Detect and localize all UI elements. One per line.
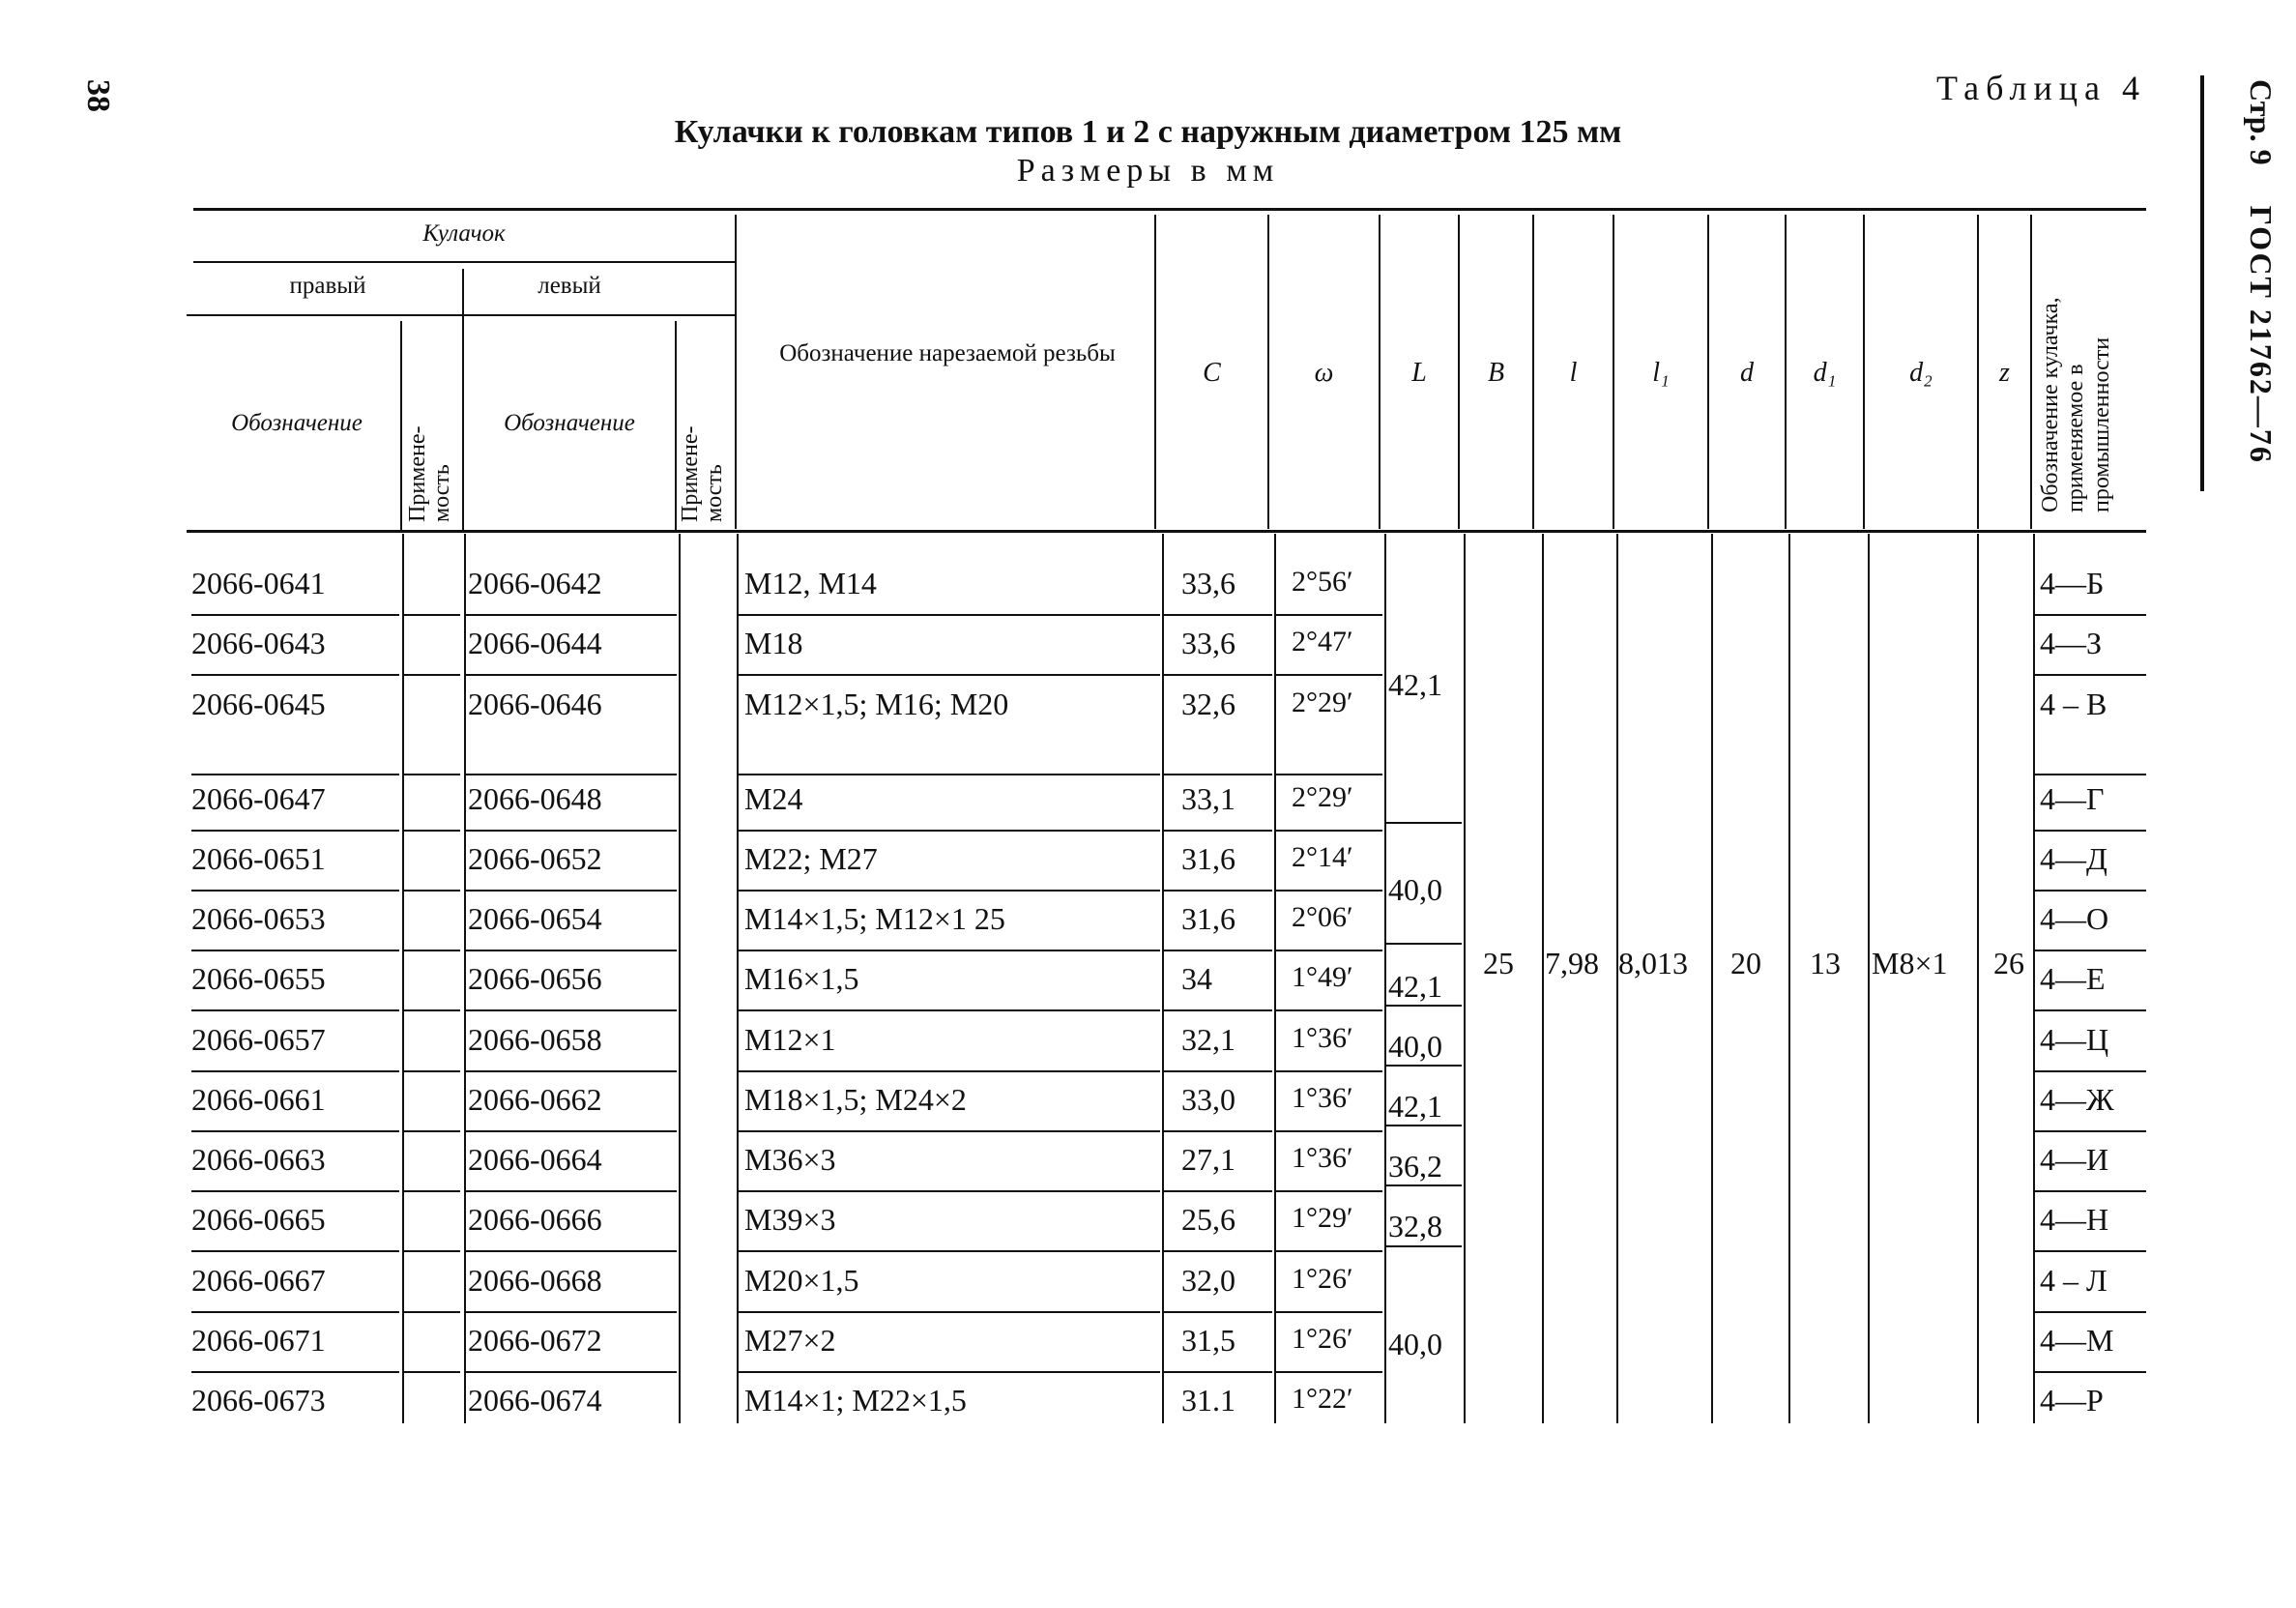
row-rule: [466, 614, 677, 616]
row-rule: [2035, 1311, 2146, 1313]
row-rule: [404, 950, 460, 951]
cell-C: 32,1: [1181, 1022, 1235, 1057]
cell-C: 31,6: [1181, 841, 1235, 876]
header-industry: Обозначение кулачка, применяемое в промышленности: [2038, 297, 2114, 512]
cell-thread: М16×1,5: [744, 961, 859, 996]
B-value: 25: [1483, 946, 1514, 980]
cell-C: 33,0: [1181, 1082, 1235, 1117]
header-pravyi: правый: [289, 273, 366, 299]
row-rule: [2035, 950, 2146, 951]
header-C: C: [1203, 358, 1221, 388]
row-rule: [739, 890, 1160, 892]
cell-ind: 4—Г: [2040, 781, 2105, 816]
cell-left: 2066-0658: [468, 1022, 602, 1057]
header-levyi: левый: [538, 273, 601, 299]
row-rule: [466, 1250, 677, 1252]
row-rule: [1276, 890, 1382, 892]
L-value: 42,1: [1388, 969, 1442, 1004]
cell-omega: 1°26′: [1292, 1323, 1353, 1355]
cell-thread: М12×1: [744, 1022, 836, 1057]
cell-ind: 4—Н: [2040, 1202, 2109, 1237]
L-rule: [1386, 1125, 1462, 1126]
cell-thread: М22; М27: [744, 841, 878, 876]
header-d2: d₂: [1909, 358, 1933, 388]
cell-omega: 2°56′: [1292, 566, 1353, 598]
l1-value: 8,013: [1618, 946, 1688, 980]
header-l: l: [1569, 358, 1578, 388]
cell-left: 2066-0674: [468, 1383, 602, 1418]
header-divider: [462, 269, 464, 530]
cell-left: 2066-0672: [468, 1323, 602, 1358]
cell-C: 33,6: [1181, 626, 1235, 660]
cell-ind: 4—З: [2040, 626, 2103, 660]
cell-right: 2066-0667: [191, 1263, 326, 1298]
row-rule: [2035, 774, 2146, 775]
row-rule: [1164, 1130, 1272, 1132]
L-rule: [1386, 822, 1462, 824]
cell-omega: 1°49′: [1292, 961, 1353, 993]
L-value: 36,2: [1388, 1149, 1442, 1184]
body-divider: [1384, 534, 1386, 1423]
row-rule: [1164, 1190, 1272, 1192]
cell-thread: М20×1,5: [744, 1263, 859, 1298]
row-rule: [1164, 1070, 1272, 1072]
row-rule: [739, 774, 1160, 775]
row-rule: [2035, 1130, 2146, 1132]
cell-ind: 4—М: [2040, 1323, 2114, 1358]
cell-right: 2066-0645: [191, 687, 326, 721]
row-rule: [191, 1190, 399, 1192]
row-rule: [2035, 890, 2146, 892]
cell-left: 2066-0646: [468, 687, 602, 721]
row-rule: [191, 890, 399, 892]
row-rule: [2035, 1190, 2146, 1192]
cell-C: 31,6: [1181, 901, 1235, 936]
body-divider: [737, 534, 739, 1423]
cell-right: 2066-0661: [191, 1082, 326, 1117]
cell-omega: 1°36′: [1292, 1082, 1353, 1114]
row-rule: [1164, 950, 1272, 951]
cell-left: 2066-0644: [468, 626, 602, 660]
cell-thread: М18: [744, 626, 803, 660]
row-rule: [404, 830, 460, 832]
row-rule: [191, 1371, 399, 1373]
row-rule: [404, 774, 460, 775]
side-stamp: [2243, 79, 2279, 464]
page-number: 38: [80, 79, 116, 112]
row-rule: [2035, 1371, 2146, 1373]
cell-left: 2066-0656: [468, 961, 602, 996]
row-rule: [1276, 1371, 1382, 1373]
row-rule: [466, 674, 677, 676]
cell-omega: 1°36′: [1292, 1142, 1353, 1174]
cell-left: 2066-0666: [468, 1202, 602, 1237]
cell-thread: М14×1; М22×1,5: [744, 1383, 967, 1418]
cell-C: 32,0: [1181, 1263, 1235, 1298]
row-rule: [466, 774, 677, 775]
row-rule: [1164, 1311, 1272, 1313]
header-l1: l₁: [1652, 358, 1670, 388]
cell-C: 27,1: [1181, 1142, 1235, 1177]
header-omega: ω: [1314, 358, 1334, 388]
row-rule: [466, 1130, 677, 1132]
header-z: z: [1999, 358, 2010, 388]
row-rule: [191, 1250, 399, 1252]
row-rule: [1164, 614, 1272, 616]
row-rule: [404, 1009, 460, 1011]
cell-omega: 2°29′: [1292, 781, 1353, 813]
row-rule: [2035, 614, 2146, 616]
cell-ind: 4—Р: [2040, 1383, 2104, 1418]
cell-omega: 1°29′: [1292, 1202, 1353, 1234]
cell-right: 2066-0647: [191, 781, 326, 816]
row-rule: [739, 674, 1160, 676]
header-primenyaemost-left: Примене- мость: [678, 425, 728, 522]
row-rule: [466, 1311, 677, 1313]
cell-right: 2066-0653: [191, 901, 326, 936]
cell-thread: М39×3: [744, 1202, 836, 1237]
cell-ind: 4—И: [2040, 1142, 2109, 1177]
cell-left: 2066-0654: [468, 901, 602, 936]
cell-thread: М24: [744, 781, 803, 816]
body-divider: [1162, 534, 1164, 1423]
header-d: d: [1740, 358, 1754, 388]
row-rule: [1164, 830, 1272, 832]
row-rule: [191, 774, 399, 775]
cell-right: 2066-0651: [191, 841, 326, 876]
side-rule: [2200, 75, 2204, 491]
body-divider: [464, 534, 466, 1423]
header-thread: Обозначение нарезаемой резьбы: [779, 340, 1116, 366]
row-rule: [1164, 1250, 1272, 1252]
row-rule: [1276, 1250, 1382, 1252]
row-rule: [1276, 614, 1382, 616]
row-rule: [1276, 774, 1382, 775]
cell-right: 2066-0657: [191, 1022, 326, 1057]
header-B: B: [1487, 358, 1505, 388]
cell-thread: М12, М14: [744, 566, 877, 600]
cell-ind: 4 – Л: [2040, 1263, 2107, 1298]
cell-right: 2066-0665: [191, 1202, 326, 1237]
cell-left: 2066-0664: [468, 1142, 602, 1177]
cell-left: 2066-0648: [468, 781, 602, 816]
header-oboznachenie-left: Обозначение: [504, 410, 635, 436]
side-page: Стр. 9: [2244, 79, 2279, 165]
L-rule: [1386, 1245, 1462, 1247]
header-divider: [735, 215, 737, 529]
row-rule: [1276, 1009, 1382, 1011]
body-divider: [1464, 534, 1466, 1423]
row-rule: [739, 1371, 1160, 1373]
row-rule: [404, 1130, 460, 1132]
cell-thread: М36×3: [744, 1142, 836, 1177]
body-divider: [1788, 534, 1790, 1423]
cell-C: 33,6: [1181, 566, 1235, 600]
table-subtitle: Размеры в мм: [1016, 153, 1280, 189]
row-rule: [404, 1311, 460, 1313]
row-rule: [404, 1070, 460, 1072]
row-rule: [1276, 674, 1382, 676]
row-rule: [2035, 1009, 2146, 1011]
row-rule: [2035, 1250, 2146, 1252]
row-rule: [2035, 830, 2146, 832]
cell-omega: 1°36′: [1292, 1022, 1353, 1054]
cell-C: 33,1: [1181, 781, 1235, 816]
L-value: 42,1: [1388, 667, 1442, 702]
row-rule: [739, 1009, 1160, 1011]
L-rule: [1386, 943, 1462, 945]
row-rule: [739, 1070, 1160, 1072]
row-rule: [404, 1190, 460, 1192]
cell-C: 25,6: [1181, 1202, 1235, 1237]
cell-right: 2066-0671: [191, 1323, 326, 1358]
L-value: 40,0: [1388, 872, 1442, 907]
body-divider: [1274, 534, 1276, 1423]
row-rule: [191, 1009, 399, 1011]
row-rule: [739, 614, 1160, 616]
cell-ind: 4—Д: [2040, 841, 2107, 876]
body-divider: [402, 534, 404, 1423]
row-rule: [739, 1190, 1160, 1192]
row-rule: [466, 830, 677, 832]
header-divider: [675, 321, 677, 530]
cell-omega: 2°06′: [1292, 901, 1353, 933]
cell-thread: М12×1,5; М16; М20: [744, 687, 1009, 721]
cell-ind: 4—Б: [2040, 566, 2105, 600]
body-divider: [1868, 534, 1870, 1423]
header-kulachok: Кулачок: [422, 220, 506, 247]
header-primenyaemost-right: Примене- мость: [405, 425, 455, 522]
row-rule: [191, 830, 399, 832]
body-divider: [1542, 534, 1544, 1423]
row-rule: [739, 1311, 1160, 1313]
row-rule: [466, 1009, 677, 1011]
row-rule: [404, 674, 460, 676]
row-rule: [1276, 1130, 1382, 1132]
body-divider: [2033, 534, 2035, 1423]
row-rule: [466, 890, 677, 892]
cell-right: 2066-0673: [191, 1383, 326, 1418]
d1-value: 13: [1810, 946, 1841, 980]
row-rule: [191, 1070, 399, 1072]
row-rule: [739, 830, 1160, 832]
row-rule: [1164, 1371, 1272, 1373]
cell-omega: 1°22′: [1292, 1383, 1353, 1415]
cell-right: 2066-0643: [191, 626, 326, 660]
row-rule: [739, 1250, 1160, 1252]
cell-thread: М14×1,5; М12×1 25: [744, 901, 1005, 936]
cell-right: 2066-0663: [191, 1142, 326, 1177]
header-rule: [193, 261, 735, 263]
row-rule: [1276, 950, 1382, 951]
row-rule: [404, 890, 460, 892]
cell-C: 31.1: [1181, 1383, 1235, 1418]
body-divider: [679, 534, 681, 1423]
cell-right: 2066-0641: [191, 566, 326, 600]
cell-thread: М27×2: [744, 1323, 836, 1358]
row-rule: [2035, 674, 2146, 676]
row-rule: [1276, 830, 1382, 832]
L-rule: [1386, 1005, 1462, 1007]
header-bottom-rule: [187, 530, 2146, 533]
row-rule: [1276, 1190, 1382, 1192]
cell-omega: 2°14′: [1292, 841, 1353, 873]
row-rule: [466, 1190, 677, 1192]
row-rule: [191, 1130, 399, 1132]
cell-left: 2066-0668: [468, 1263, 602, 1298]
cell-C: 32,6: [1181, 687, 1235, 721]
d-value: 20: [1730, 946, 1761, 980]
row-rule: [466, 1371, 677, 1373]
header-divider: [2030, 215, 2032, 529]
table-top-rule: [193, 208, 2146, 211]
row-rule: [466, 1070, 677, 1072]
cell-left: 2066-0652: [468, 841, 602, 876]
header-oboznachenie-right: Обозначение: [231, 410, 363, 436]
row-rule: [739, 1130, 1160, 1132]
row-rule: [1164, 1009, 1272, 1011]
row-rule: [191, 614, 399, 616]
L-rule: [1386, 1065, 1462, 1067]
L-rule: [1386, 1184, 1462, 1186]
body-divider: [1977, 534, 1979, 1423]
row-rule: [1276, 1070, 1382, 1072]
row-rule: [191, 1311, 399, 1313]
row-rule: [2035, 1070, 2146, 1072]
row-rule: [739, 950, 1160, 951]
cell-C: 31,5: [1181, 1323, 1235, 1358]
cell-omega: 2°47′: [1292, 626, 1353, 658]
side-standard: ГОСТ 21762—76: [2244, 205, 2279, 464]
cell-ind: 4 – В: [2040, 687, 2107, 721]
cell-thread: М18×1,5; М24×2: [744, 1082, 967, 1117]
L-value: 40,0: [1388, 1029, 1442, 1064]
cell-right: 2066-0655: [191, 961, 326, 996]
cell-C: 34: [1181, 961, 1212, 996]
row-rule: [404, 1250, 460, 1252]
row-rule: [1164, 674, 1272, 676]
row-rule: [404, 614, 460, 616]
cell-omega: 2°29′: [1292, 687, 1353, 718]
row-rule: [466, 950, 677, 951]
header-L: L: [1411, 358, 1427, 388]
row-rule: [1164, 890, 1272, 892]
cell-ind: 4—О: [2040, 901, 2109, 936]
table-label: Таблица 4: [1936, 69, 2146, 107]
row-rule: [191, 674, 399, 676]
d2-value: М8×1: [1872, 946, 1948, 980]
cell-ind: 4—Е: [2040, 961, 2106, 996]
header-divider: [400, 321, 402, 530]
cell-ind: 4—Ц: [2040, 1022, 2109, 1057]
header-d1: d₁: [1813, 358, 1837, 388]
row-rule: [1276, 1311, 1382, 1313]
L-value: 42,1: [1388, 1089, 1442, 1124]
body-divider: [1711, 534, 1713, 1423]
cell-ind: 4—Ж: [2040, 1082, 2114, 1117]
L-value: 32,8: [1388, 1209, 1442, 1243]
row-rule: [191, 950, 399, 951]
l-value: 7,98: [1545, 946, 1599, 980]
cell-omega: 1°26′: [1292, 1263, 1353, 1295]
z-value: 26: [1993, 946, 2024, 980]
header-rule: [187, 314, 735, 316]
cell-left: 2066-0662: [468, 1082, 602, 1117]
row-rule: [1164, 774, 1272, 775]
row-rule: [404, 1371, 460, 1373]
L-value: 40,0: [1388, 1327, 1442, 1361]
table-title: Кулачки к головкам типов 1 и 2 с наружным диаметром 125 мм: [674, 114, 1622, 150]
cell-left: 2066-0642: [468, 566, 602, 600]
